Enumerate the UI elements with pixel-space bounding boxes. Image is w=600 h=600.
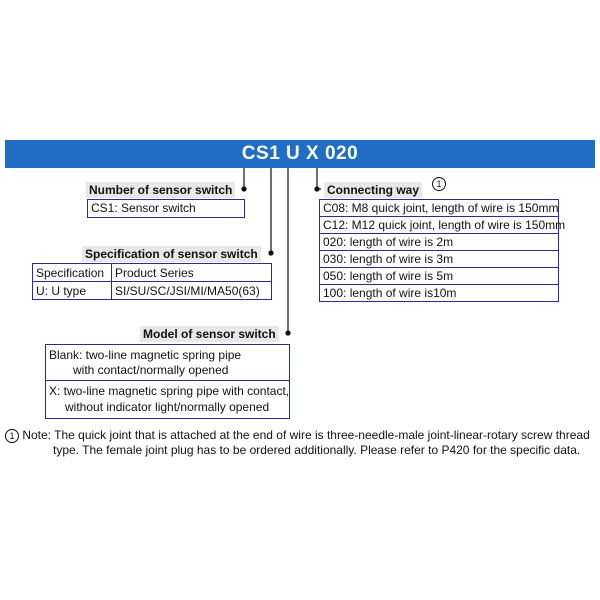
specification-value: U: U type	[36, 284, 87, 298]
footnote-line1	[5, 428, 595, 443]
model-row-x-line2: without indicator light/normally opened	[65, 400, 270, 414]
model-row-blank-line1: Blank: two-line magnetic spring pipe	[49, 348, 242, 362]
model-row-x-line1: X: two-line magnetic spring pipe with contact,	[49, 384, 290, 398]
footnote-marker: 1	[5, 429, 19, 443]
connector-line-connecting	[317, 168, 321, 189]
connecting-way-table	[319, 199, 566, 302]
connecting-way-row: C08: M8 quick joint, length of wire is 150mm	[320, 200, 558, 217]
connecting-way-header: Connecting way	[324, 182, 422, 198]
connecting-way-note-marker: 1	[432, 177, 446, 191]
number-of-sensor-switch-value: CS1: Sensor switch	[91, 201, 196, 215]
footnote-text-line1: Note: The quick joint that is attached at the end of wire is three-needle-male joint-linear-rotary screw thread	[22, 428, 590, 442]
specification-col-header: Specification	[36, 266, 105, 280]
connecting-way-row: C12: M12 quick joint, length of wire is 150mm	[320, 217, 558, 234]
number-of-sensor-switch-box	[87, 199, 245, 218]
connector-dot-model	[285, 330, 290, 335]
product-series-col-header: Product Series	[115, 266, 194, 280]
specification-table	[32, 263, 272, 300]
connecting-way-row: 050: length of wire is 5m	[320, 268, 558, 285]
connecting-way-row: 020: length of wire is 2m	[320, 234, 558, 251]
model-row-blank-line2: with contact/normally opened	[73, 363, 229, 377]
footnote-text-line2: type. The female joint plug has to be ordered additionally. Please refer to P420 for the specific data.	[53, 442, 581, 457]
product-series-value: SI/SU/SC/JSI/MI/MA50(63)	[115, 284, 260, 298]
connector-dot-specification	[268, 250, 273, 255]
model-header: Model of sensor switch	[140, 326, 279, 342]
model-table	[45, 344, 290, 419]
specification-header: Specification of sensor switch	[82, 246, 261, 262]
connecting-way-row: 030: length of wire is 3m	[320, 251, 558, 268]
number-of-sensor-switch-header: Number of sensor switch	[86, 182, 235, 198]
model-code-banner: CS1 U X 020	[5, 140, 595, 168]
footnote	[5, 428, 595, 457]
connector-dot-number	[241, 186, 246, 191]
connector-dot-connecting	[314, 186, 319, 191]
connecting-way-row: 100: length of wire is10m	[323, 286, 457, 300]
